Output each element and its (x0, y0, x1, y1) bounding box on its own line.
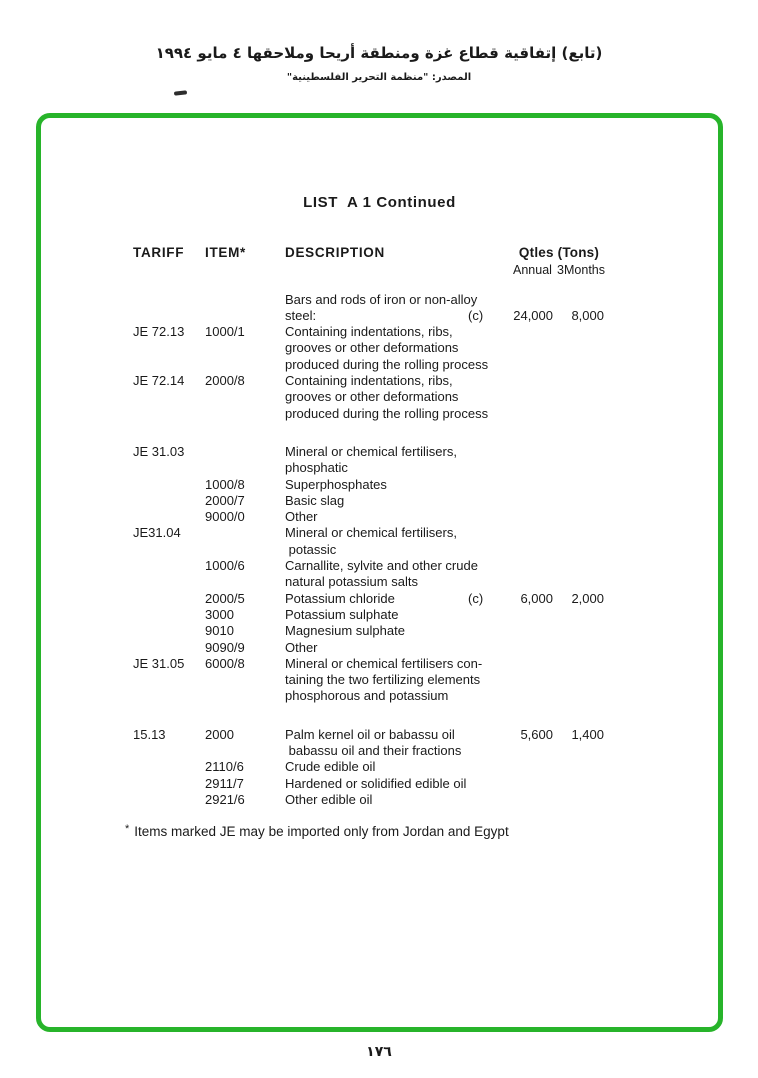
description-text: Containing indentations, ribs, (285, 324, 453, 340)
description-text: steel: (285, 307, 317, 323)
annual-cell (513, 743, 555, 759)
three-months-cell (555, 422, 605, 460)
item-cell: 2000/5 (205, 590, 245, 606)
item-cell: 9010 (205, 623, 234, 639)
description-text: Superphosphates (285, 476, 387, 492)
three-months-cell (555, 574, 605, 590)
tariff-cell (133, 308, 205, 324)
table-row (133, 623, 605, 639)
description-text: potassic (285, 541, 337, 557)
table-row (133, 743, 605, 759)
tariff-cell (133, 460, 205, 476)
table-row (133, 460, 605, 476)
three-months-cell (555, 292, 605, 308)
table-row (133, 759, 605, 775)
three-months-cell (555, 607, 605, 623)
item-cell (205, 672, 285, 688)
annual-cell: 6,000 (520, 590, 553, 606)
item-cell (205, 688, 285, 704)
item-cell (205, 574, 285, 590)
three-months-cell (555, 357, 605, 373)
tariff-cell (133, 389, 205, 405)
annual-cell (513, 477, 555, 493)
annual-cell (513, 792, 555, 808)
tariff-cell (133, 542, 205, 558)
tariff-cell (133, 688, 205, 704)
table-row (133, 705, 605, 743)
tariff-cell: JE 31.03 (133, 443, 185, 459)
three-months-cell (555, 688, 605, 704)
tariff-cell (133, 493, 205, 509)
table-row (133, 558, 605, 574)
tariff-cell: 15.13 (133, 726, 166, 742)
table-row (133, 607, 605, 623)
item-cell: 9090/9 (205, 639, 245, 655)
annual-cell (513, 324, 555, 340)
description-text: Containing indentations, ribs, (285, 373, 453, 389)
description-text: Other (285, 639, 318, 655)
arabic-header-title: (تابع) إتفاقية قطاع غزة ومنطقة أريحا وملاحقها ٤ مايو ١٩٩٤ (155, 44, 603, 62)
table-body (133, 292, 605, 809)
tariff-cell (133, 743, 205, 759)
item-cell: 1000/1 (205, 324, 245, 340)
description-text: Other edible oil (285, 791, 373, 807)
description-text: phosphatic (285, 460, 348, 476)
page-number: ١٧٦ (366, 1044, 392, 1060)
three-months-cell (555, 672, 605, 688)
table-header-row (133, 245, 605, 262)
table-row (133, 776, 605, 792)
annual-cell (513, 672, 555, 688)
annual-cell (513, 558, 555, 574)
tariff-cell (133, 672, 205, 688)
annual-cell (513, 509, 555, 525)
item-cell: 3000 (205, 606, 234, 622)
footnote-marker: * (125, 823, 130, 836)
annual-cell (513, 542, 555, 558)
three-months-cell (555, 525, 605, 541)
three-months-cell: 1,400 (571, 726, 604, 742)
item-cell: 2000/8 (205, 373, 245, 389)
annual-cell: 5,600 (520, 726, 553, 742)
table-row (133, 292, 605, 308)
document-title: LIST A 1 Continued (303, 194, 456, 211)
tariff-cell (133, 357, 205, 373)
three-months-cell (555, 776, 605, 792)
annual-cell (513, 292, 555, 308)
tariff-table (133, 245, 605, 808)
tariff-cell (133, 591, 205, 607)
tariff-cell (133, 792, 205, 808)
item-cell (205, 460, 285, 476)
annual-cell (513, 493, 555, 509)
three-months-cell (555, 542, 605, 558)
tariff-cell (133, 640, 205, 656)
table-row (133, 656, 605, 672)
item-cell (205, 406, 285, 422)
description-text: Potassium chloride (285, 590, 395, 606)
table-row (133, 525, 605, 541)
annual-cell (513, 406, 555, 422)
description-text: produced during the rolling process (285, 405, 489, 421)
table-row (133, 591, 605, 607)
tariff-cell (133, 574, 205, 590)
description-text: phosphorous and potassium (285, 688, 449, 704)
item-cell: 2000/7 (205, 492, 245, 508)
tariff-cell (133, 340, 205, 356)
description-text: produced during the rolling process (285, 356, 489, 372)
table-row (133, 406, 605, 422)
table-row (133, 373, 605, 389)
description-text: babassu oil and their fractions (285, 743, 462, 759)
item-cell (205, 308, 285, 324)
description-column-header: DESCRIPTION (285, 245, 385, 260)
item-cell: 6000/8 (205, 655, 245, 671)
three-months-cell (555, 509, 605, 525)
item-cell: 1000/6 (205, 558, 245, 574)
tariff-cell (133, 509, 205, 525)
annual-cell (513, 607, 555, 623)
arabic-page-header (0, 44, 758, 83)
tariff-cell (133, 607, 205, 623)
three-months-cell (555, 558, 605, 574)
item-cell (205, 542, 285, 558)
description-text: Mineral or chemical fertilisers con- (285, 655, 483, 671)
annual-cell (513, 525, 555, 541)
three-months-cell (555, 324, 605, 340)
table-row (133, 688, 605, 704)
table-row (133, 477, 605, 493)
qties-column-header: Qtles (Tons) (518, 245, 600, 260)
tariff-cell (133, 406, 205, 422)
description-text: grooves or other deformations (285, 389, 459, 405)
item-cell (205, 292, 285, 308)
scan-artifact (174, 90, 187, 95)
item-cell (205, 743, 285, 759)
description-text: Potassium sulphate (285, 606, 399, 622)
tariff-cell: JE31.04 (133, 525, 181, 541)
three-months-cell (555, 656, 605, 672)
annual-column-header: Annual (513, 263, 552, 278)
table-row (133, 792, 605, 808)
item-cell: 2110/6 (205, 759, 244, 775)
description-text: taining the two fertilizing elements (285, 672, 481, 688)
annual-cell (513, 640, 555, 656)
annual-cell: 24,000 (513, 307, 553, 323)
description-text: Hardened or solidified edible oil (285, 775, 467, 791)
note: (c) (468, 590, 484, 606)
annual-cell (513, 389, 555, 405)
annual-cell (513, 688, 555, 704)
footnote-text: Items marked JE may be imported only from Jordan and Egypt (134, 824, 509, 840)
description-text: Palm kernel oil or babassu oil (285, 726, 455, 742)
description-text: Mineral or chemical fertilisers, (285, 525, 457, 541)
description-text: Basic slag (285, 492, 345, 508)
tariff-cell (133, 759, 205, 775)
table-row (133, 574, 605, 590)
three-months-cell (555, 743, 605, 759)
item-cell (205, 422, 285, 460)
description-text: natural potassium salts (285, 574, 418, 590)
three-months-cell (555, 373, 605, 389)
table-row (133, 389, 605, 405)
tariff-cell: JE 72.13 (133, 324, 185, 340)
table-row (133, 340, 605, 356)
description-text: Mineral or chemical fertilisers, (285, 443, 457, 459)
annual-cell (513, 574, 555, 590)
annual-cell (513, 357, 555, 373)
item-cell: 2921/6 (205, 791, 245, 807)
tariff-cell (133, 477, 205, 493)
table-row (133, 542, 605, 558)
annual-cell (513, 759, 555, 775)
annual-cell (513, 776, 555, 792)
description-text: Magnesium sulphate (285, 623, 405, 639)
table-subheader-row (133, 262, 605, 291)
tariff-column-header: TARIFF (133, 245, 185, 260)
item-cell (205, 357, 285, 373)
three-months-cell (555, 759, 605, 775)
note: (c) (468, 307, 484, 323)
three-months-cell: 8,000 (571, 307, 604, 323)
tariff-cell: JE 72.14 (133, 373, 185, 389)
three-months-cell (555, 460, 605, 476)
three-months-cell: 2,000 (571, 590, 604, 606)
table-row (133, 672, 605, 688)
three-months-column-header: 3Months (557, 263, 605, 278)
three-months-cell (555, 640, 605, 656)
three-months-cell (555, 623, 605, 639)
item-cell (205, 340, 285, 356)
footnote (125, 823, 718, 839)
annual-cell (513, 656, 555, 672)
tariff-cell (133, 776, 205, 792)
table-row (133, 509, 605, 525)
tariff-cell (133, 558, 205, 574)
table-header (133, 245, 605, 292)
description-text: Carnallite, sylvite and other crude (285, 558, 478, 574)
three-months-cell (555, 406, 605, 422)
annual-cell (513, 373, 555, 389)
table-row (133, 640, 605, 656)
description-text: grooves or other deformations (285, 340, 459, 356)
description-text: Crude edible oil (285, 759, 376, 775)
content-border (36, 113, 723, 1032)
description-text: Bars and rods of iron or non-alloy (285, 291, 478, 307)
tariff-cell (133, 292, 205, 308)
three-months-cell (555, 477, 605, 493)
tariff-cell (133, 623, 205, 639)
annual-cell (513, 422, 555, 460)
three-months-cell (555, 389, 605, 405)
tariff-cell: JE 31.05 (133, 655, 185, 671)
three-months-cell (555, 340, 605, 356)
description-text: Other (285, 509, 318, 525)
item-cell: 2911/7 (205, 775, 244, 791)
item-cell: 2000 (205, 726, 234, 742)
table-row (133, 324, 605, 340)
item-cell (205, 525, 285, 541)
item-cell: 1000/8 (205, 476, 245, 492)
table-row (133, 422, 605, 460)
table-row (133, 493, 605, 509)
item-cell (205, 389, 285, 405)
item-cell: 9000/0 (205, 509, 245, 525)
annual-cell (513, 340, 555, 356)
three-months-cell (555, 792, 605, 808)
table-row (133, 308, 605, 324)
arabic-header-source: المصدر: "منظمة التحرير الفلسطينية" (286, 72, 472, 83)
item-column-header: ITEM* (205, 245, 247, 260)
annual-cell (513, 623, 555, 639)
annual-cell (513, 460, 555, 476)
three-months-cell (555, 493, 605, 509)
table-row (133, 357, 605, 373)
